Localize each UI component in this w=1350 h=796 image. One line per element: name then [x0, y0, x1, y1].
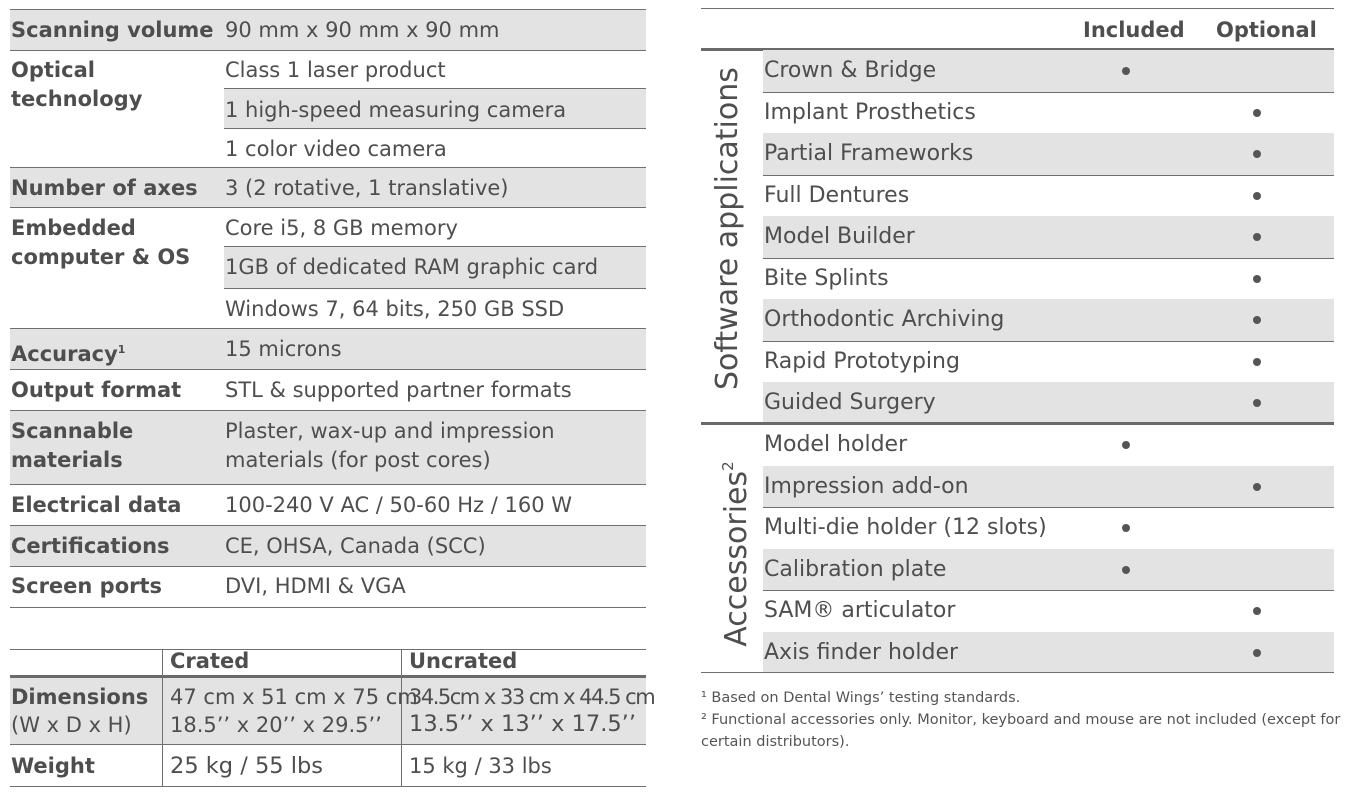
option-row-rule — [763, 258, 1334, 259]
included-bullet — [1122, 441, 1130, 449]
dimensions-sublabel: (W x D x H) — [11, 713, 132, 737]
option-row-rule — [763, 590, 1334, 591]
spec-label: Embedded computer & OS — [11, 216, 191, 269]
spec-value: CE, OHSA, Canada (SCC) — [225, 534, 486, 558]
spec-label: Electrical data — [11, 493, 182, 517]
option-label: Bite Splints — [764, 265, 889, 291]
spec-label: Optical technology — [11, 58, 143, 111]
footnote-1: ¹ Based on Dental Wings’ testing standards. — [701, 690, 1021, 706]
spec-label: Output format — [11, 378, 182, 402]
group-label-software: Software applications — [710, 67, 745, 390]
header-included: Included — [1083, 18, 1185, 42]
option-label: Implant Prosthetics — [764, 99, 976, 125]
spec-value: 1 high-speed measuring camera — [225, 98, 567, 122]
option-label: Rapid Prototyping — [764, 348, 960, 374]
spec-label: Screen ports — [11, 574, 163, 598]
option-label: Full Dentures — [764, 182, 910, 208]
uncrated-dimensions-imperial: 13.5’’ x 13’’ x 17.5’’ — [409, 711, 636, 737]
optional-bullet — [1253, 649, 1261, 657]
spec-label: Number of axes — [11, 176, 198, 200]
option-label: Multi-die holder (12 slots) — [764, 515, 1047, 540]
optional-bullet — [1253, 192, 1261, 200]
footnote-2-continued: certain distributors). — [701, 734, 850, 750]
optional-bullet — [1253, 275, 1261, 283]
included-bullet — [1122, 67, 1130, 75]
header-crated: Crated — [170, 649, 250, 673]
option-row-rule — [763, 92, 1334, 93]
optional-bullet — [1253, 150, 1261, 158]
included-bullet — [1122, 524, 1130, 532]
spec-value: 15 microns — [225, 337, 342, 361]
option-label: SAM® articulator — [764, 598, 956, 623]
optional-bullet — [1253, 399, 1261, 407]
group-label-accessories: Accessories$^2$ — [719, 461, 754, 647]
option-label: Crown & Bridge — [764, 58, 937, 83]
crated-weight: 25 kg / 55 lbs — [170, 753, 324, 779]
spec-value: STL & supported partner formats — [225, 378, 572, 402]
spec-label: Certifications — [11, 534, 170, 558]
option-label: Calibration plate — [764, 556, 947, 582]
spec-value: 1GB of dedicated RAM graphic card — [225, 255, 599, 279]
optional-bullet — [1253, 483, 1261, 491]
spec-value: 90 mm x 90 mm x 90 mm — [225, 18, 500, 42]
spec-value: Plaster, wax-up and impression materials (for post cores) — [225, 419, 555, 472]
optional-bullet — [1253, 607, 1261, 615]
header-optional: Optional — [1216, 18, 1317, 42]
uncrated-dimensions-metric: 34.5cm x 33 cm x 44.5 cm — [409, 685, 655, 709]
weight-label: Weight — [11, 754, 95, 778]
spec-value: Windows 7, 64 bits, 250 GB SSD — [225, 297, 565, 321]
option-row-rule — [763, 507, 1334, 508]
option-label: Model Builder — [764, 224, 915, 249]
spec-label-accuracy: Accuracy$^1$ — [11, 342, 126, 366]
crated-dimensions-imperial: 18.5’’ x 20’’ x 29.5’’ — [170, 713, 382, 737]
option-label: Model holder — [764, 432, 908, 457]
optional-bullet — [1253, 358, 1261, 366]
option-label: Axis finder holder — [764, 639, 959, 665]
spec-value: 1 color video camera — [225, 137, 447, 161]
option-label: Impression add-on — [764, 473, 969, 499]
spec-value: Class 1 laser product — [225, 58, 446, 82]
included-bullet — [1122, 566, 1130, 574]
crated-dimensions-metric: 47 cm x 51 cm x 75 cm — [170, 685, 418, 709]
header-uncrated: Uncrated — [409, 649, 518, 673]
spec-value: 100-240 V AC / 50-60 Hz / 160 W — [225, 493, 573, 517]
optional-bullet — [1253, 109, 1261, 117]
dimensions-label: Dimensions — [11, 685, 149, 709]
option-row-rule — [763, 341, 1334, 342]
footnote-2: ² Functional accessories only. Monitor, keyboard and mouse are not included (except for — [701, 712, 1341, 728]
option-row-rule — [763, 175, 1334, 176]
uncrated-weight: 15 kg / 33 lbs — [409, 754, 552, 778]
spec-value: Core i5, 8 GB memory — [225, 216, 458, 240]
spec-label: Scannable materials — [11, 419, 134, 472]
option-label: Guided Surgery — [764, 390, 936, 415]
option-label: Partial Frameworks — [764, 141, 974, 166]
spec-value: 3 (2 rotative, 1 translative) — [225, 176, 509, 200]
spec-label: Scanning volume — [11, 18, 214, 42]
spec-value: DVI, HDMI & VGA — [225, 574, 406, 598]
optional-bullet — [1253, 316, 1261, 324]
optional-bullet — [1253, 233, 1261, 241]
option-label: Orthodontic Archiving — [764, 307, 1005, 332]
